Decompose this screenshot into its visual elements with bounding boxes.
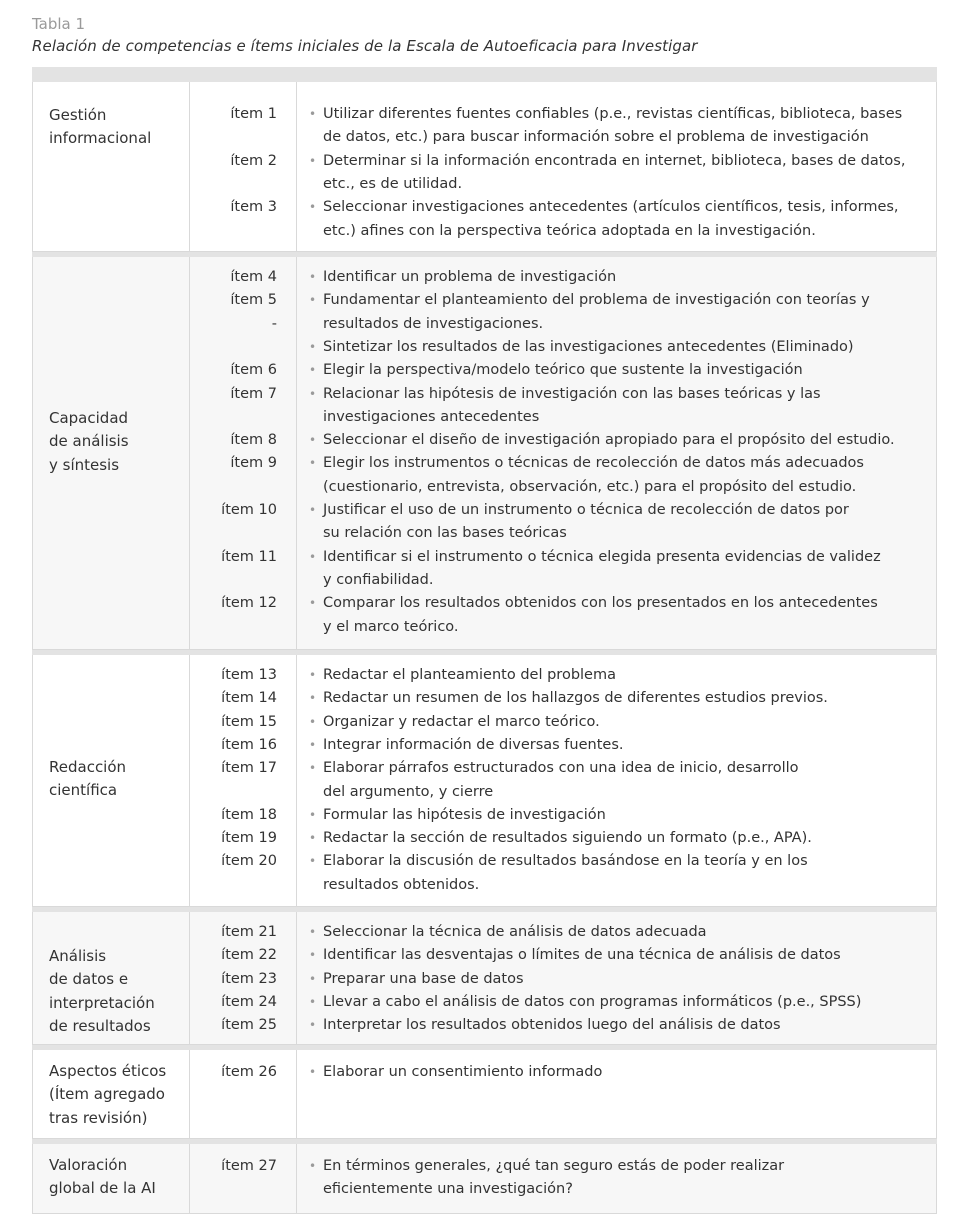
item-number: ítem 20 (221, 853, 277, 870)
item-number: ítem 9 (230, 455, 277, 472)
bullet-icon: • (309, 854, 317, 869)
item-number: ítem 3 (230, 199, 277, 216)
item-number: ítem 4 (230, 269, 277, 285)
item-row (33, 757, 938, 780)
item-row (33, 476, 938, 499)
item-description: (cuestionario, entrevista, observación, etc.) para el propósito del estudio. (323, 478, 857, 495)
item-number: ítem 19 (221, 830, 277, 847)
bullet-icon: • (309, 433, 317, 448)
item-row (33, 383, 938, 406)
item-row (33, 289, 938, 312)
item-description: Justificar el uso de un instrumento o técnica de recolección de datos por (323, 502, 849, 518)
bullet-icon: • (309, 691, 317, 706)
item-row (33, 687, 938, 710)
item-row (33, 850, 938, 873)
competency-section (32, 655, 937, 907)
bullet-icon: • (309, 363, 317, 378)
item-number: ítem 5 (230, 292, 277, 309)
item-row (33, 1014, 938, 1037)
bullet-icon: • (309, 831, 317, 846)
bullet-icon: • (309, 200, 317, 215)
item-row (33, 664, 938, 687)
item-number: ítem 16 (221, 736, 277, 753)
item-row (33, 734, 938, 757)
bullet-icon: • (309, 714, 317, 729)
competency-name: Redacción científica (49, 758, 127, 800)
item-description: Formular las hipótesis de investigación (323, 806, 606, 823)
item-description: Llevar a cabo el análisis de datos con programas informáticos (p.e., SPSS) (323, 993, 862, 1010)
item-number: ítem 12 (221, 595, 277, 612)
bullet-icon: • (309, 1065, 317, 1079)
item-description: Elaborar un consentimiento informado (323, 1064, 603, 1080)
bullet-icon: • (309, 456, 317, 471)
item-row (33, 1178, 938, 1201)
item-description: Identificar las desventajas o límites de una técnica de análisis de datos (323, 947, 841, 964)
item-number: ítem 24 (221, 993, 277, 1010)
item-number: ítem 15 (221, 713, 277, 730)
bullet-icon: • (309, 1018, 317, 1033)
item-description: etc., es de utilidad. (323, 175, 463, 192)
item-description: Elaborar la discusión de resultados basándose en la teoría y en los (323, 853, 808, 870)
competency-name: Capacidad de análisis y síntesis (49, 409, 129, 474)
item-description: Utilizar diferentes fuentes confiables (p.e., revistas científicas, biblioteca, bases (323, 106, 903, 122)
bullet-icon: • (309, 994, 317, 1009)
item-number: ítem 1 (230, 106, 277, 122)
item-description: y el marco teórico. (323, 618, 459, 635)
item-description: etc.) afines con la perspectiva teórica adoptada en la investigación. (323, 222, 816, 239)
item-description: Redactar la sección de resultados siguiendo un formato (p.e., APA). (323, 830, 812, 847)
item-description: investigaciones antecedentes (323, 408, 540, 425)
item-description: Organizar y redactar el marco teórico. (323, 713, 600, 730)
item-row (33, 546, 938, 569)
item-number: ítem 2 (230, 152, 277, 169)
item-number: - (271, 315, 277, 332)
item-number: ítem 27 (221, 1158, 277, 1174)
bullet-icon: • (309, 270, 317, 284)
item-number: ítem 22 (221, 947, 277, 964)
item-row (33, 406, 938, 429)
item-description: Elaborar párrafos estructurados con una idea de inicio, desarrollo (323, 760, 799, 777)
item-row (33, 126, 938, 149)
bullet-icon: • (309, 925, 317, 939)
item-number: ítem 10 (221, 502, 277, 518)
item-number: ítem 7 (230, 385, 277, 402)
item-description: En términos generales, ¿qué tan seguro estás de poder realizar (323, 1158, 785, 1174)
item-row (33, 266, 938, 289)
table-caption: Relación de competencias e ítems iniciales de la Escala de Autoeficacia para Investigar (32, 37, 698, 55)
item-description: Sintetizar los resultados de las investigaciones antecedentes (Eliminado) (323, 338, 854, 355)
item-description: Seleccionar el diseño de investigación apropiado para el propósito del estudio. (323, 432, 895, 449)
item-description: Fundamentar el planteamiento del problema de investigación con teorías y (323, 292, 870, 309)
item-description: Integrar información de diversas fuentes. (323, 736, 624, 753)
bullet-icon: • (309, 737, 317, 752)
item-number: ítem 25 (221, 1017, 277, 1034)
bullet-icon: • (309, 503, 317, 517)
item-description: resultados de investigaciones. (323, 315, 544, 332)
item-row (33, 196, 938, 219)
competency-section (32, 912, 937, 1045)
item-description: Elegir los instrumentos o técnicas de recolección de datos más adecuados (323, 455, 864, 472)
item-row (33, 827, 938, 850)
bullet-icon: • (309, 1159, 317, 1173)
item-row (33, 711, 938, 734)
bullet-icon: • (309, 339, 317, 354)
table-top-bar (32, 67, 937, 82)
table-header (32, 14, 698, 58)
item-row (33, 616, 938, 639)
item-row (33, 944, 938, 967)
item-number: ítem 8 (230, 432, 277, 449)
item-number: ítem 6 (230, 362, 277, 379)
item-number: ítem 23 (221, 970, 277, 987)
competency-section (32, 257, 937, 650)
item-row (33, 359, 938, 382)
item-description: eficientemente una investigación? (323, 1181, 573, 1198)
item-row (33, 921, 938, 944)
item-description: Preparar una base de datos (323, 970, 524, 987)
bullet-icon: • (309, 948, 317, 963)
item-row (33, 220, 938, 243)
item-description: y confiabilidad. (323, 571, 434, 588)
item-row (33, 336, 938, 359)
bullet-icon: • (309, 668, 317, 682)
item-description: Relacionar las hipótesis de investigación con las bases teóricas y las (323, 385, 821, 402)
item-row (33, 150, 938, 173)
item-row (33, 569, 938, 592)
item-row (33, 781, 938, 804)
bullet-icon: • (309, 971, 317, 986)
item-row (33, 991, 938, 1014)
competency-section (32, 1144, 937, 1214)
item-row (33, 804, 938, 827)
item-description: Determinar si la información encontrada en internet, biblioteca, bases de datos, (323, 152, 906, 169)
item-description: de datos, etc.) para buscar información sobre el problema de investigación (323, 129, 869, 146)
item-description: resultados obtenidos. (323, 876, 480, 893)
bullet-icon: • (309, 807, 317, 822)
item-row (33, 313, 938, 336)
item-description: su relación con las bases teóricas (323, 525, 567, 542)
item-number: ítem 26 (221, 1064, 277, 1080)
item-description: Redactar un resumen de los hallazgos de diferentes estudios previos. (323, 690, 828, 707)
competency-name: Gestión informacional (49, 106, 152, 148)
bullet-icon: • (309, 107, 317, 121)
item-description: Seleccionar la técnica de análisis de datos adecuada (323, 924, 707, 940)
item-row (33, 429, 938, 452)
item-description: Seleccionar investigaciones antecedentes (artículos científicos, tesis, informes, (323, 199, 899, 216)
bullet-icon: • (309, 293, 317, 308)
item-row (33, 452, 938, 475)
item-row (33, 1061, 938, 1084)
item-number: ítem 13 (221, 667, 277, 683)
bullet-icon: • (309, 596, 317, 611)
item-row (33, 968, 938, 991)
bullet-icon: • (309, 153, 317, 168)
item-description: Comparar los resultados obtenidos con los presentados en los antecedentes (323, 595, 878, 612)
item-row (33, 1155, 938, 1178)
item-row (33, 874, 938, 897)
item-description: Identificar un problema de investigación (323, 269, 617, 285)
item-row (33, 103, 938, 126)
item-description: Redactar el planteamiento del problema (323, 667, 616, 683)
item-description: Interpretar los resultados obtenidos luego del análisis de datos (323, 1017, 781, 1034)
item-description: Elegir la perspectiva/modelo teórico que sustente la investigación (323, 362, 803, 379)
item-row (33, 499, 938, 522)
item-number: ítem 18 (221, 806, 277, 823)
bullet-icon: • (309, 386, 317, 401)
item-description: del argumento, y cierre (323, 783, 494, 800)
competency-section (32, 82, 937, 252)
competency-name: Análisis de datos e interpretación de resultados (49, 947, 155, 1035)
competency-section (32, 1050, 937, 1139)
item-row (33, 592, 938, 615)
competency-name: Valoración global de la AI (49, 1156, 156, 1198)
table-label: Tabla 1 (32, 15, 86, 33)
item-row (33, 173, 938, 196)
item-number: ítem 11 (221, 548, 277, 565)
item-description: Identificar si el instrumento o técnica elegida presenta evidencias de validez (323, 548, 881, 565)
item-number: ítem 14 (221, 690, 277, 707)
item-row (33, 522, 938, 545)
bullet-icon: • (309, 761, 317, 776)
bullet-icon: • (309, 549, 317, 564)
competency-name: Aspectos éticos (Ítem agregado tras revisión) (49, 1062, 167, 1127)
item-number: ítem 17 (221, 760, 277, 777)
item-number: ítem 21 (221, 924, 277, 940)
